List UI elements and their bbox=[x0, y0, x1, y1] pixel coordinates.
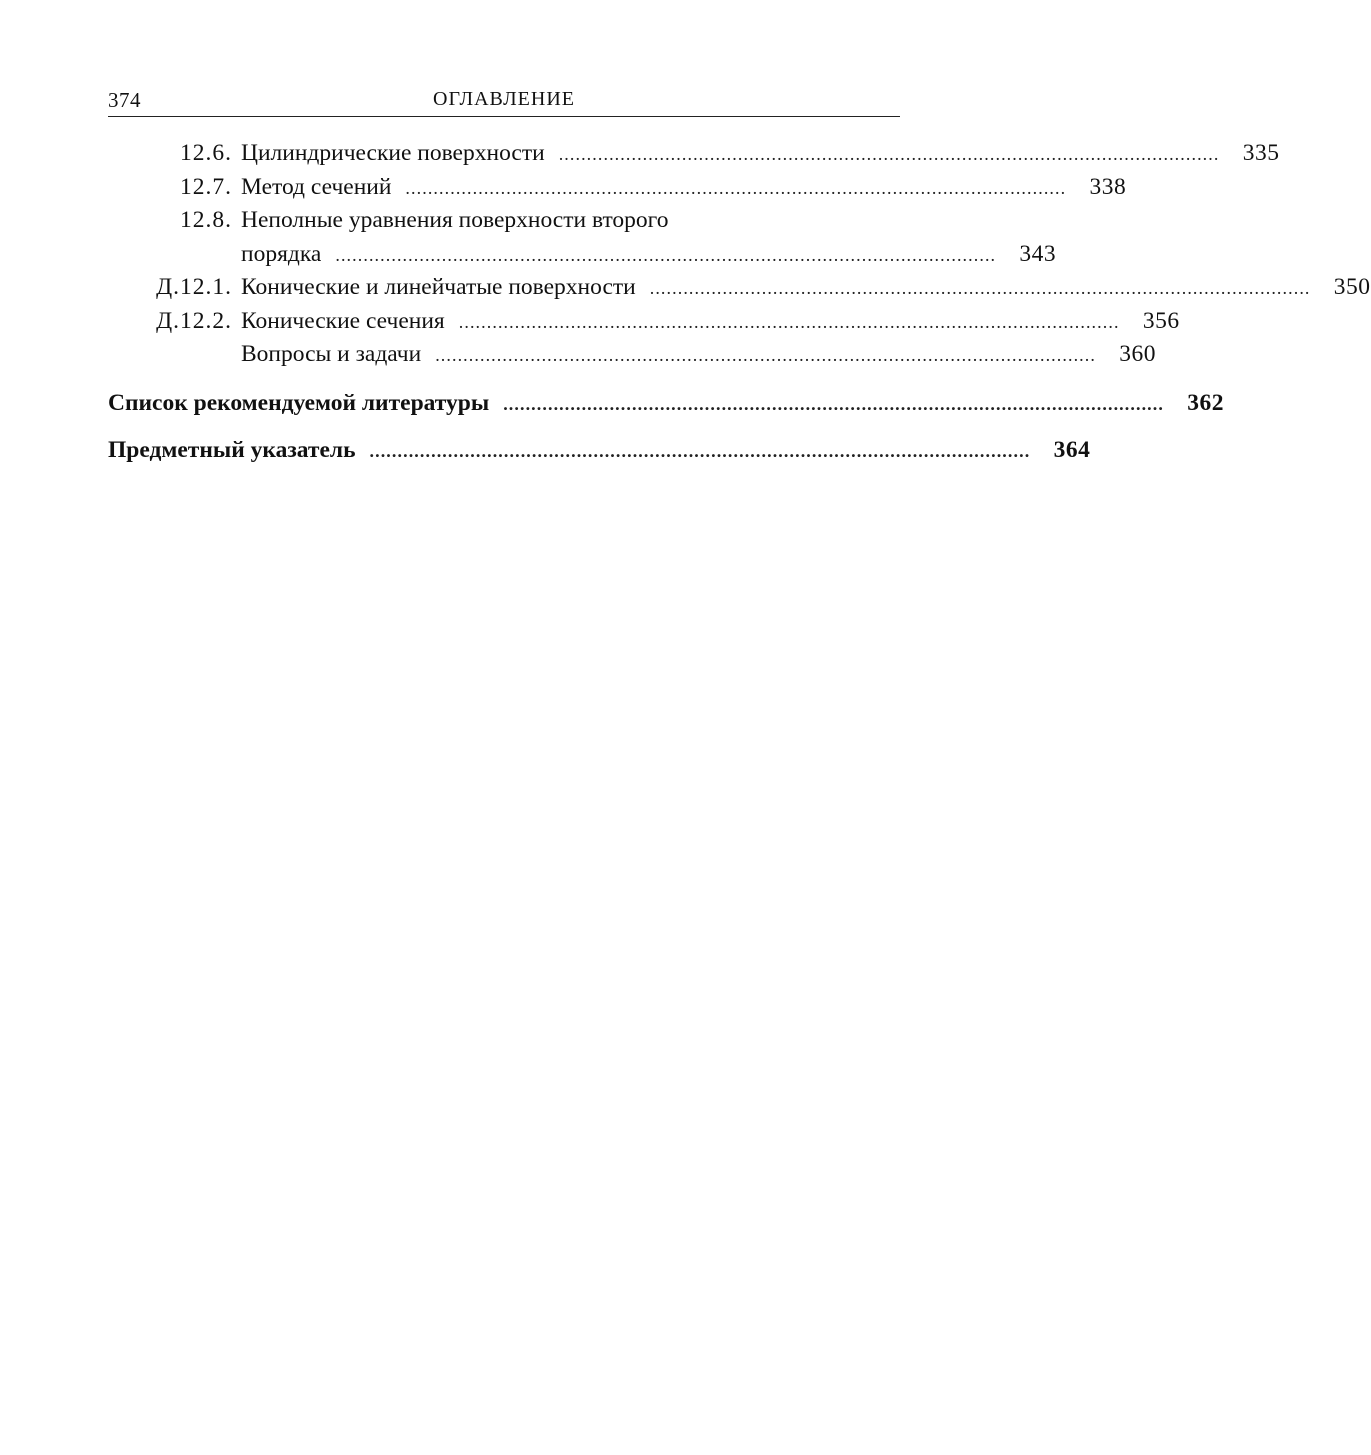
toc-section-title: Список рекомендуемой литературы bbox=[108, 389, 490, 416]
toc-entry-title: Неполные уравнения поверхности второго bbox=[241, 207, 669, 233]
toc-entry-title: Цилиндрические поверхности bbox=[241, 140, 545, 166]
table-of-contents bbox=[108, 140, 1371, 471]
running-title: ОГЛАВЛЕНИЕ bbox=[433, 88, 575, 110]
page-number: 374 bbox=[108, 88, 141, 112]
toc-entry-title: Конические и линейчатые поверхности bbox=[241, 274, 636, 300]
toc-entry-page: 343 bbox=[1019, 240, 1057, 267]
toc-entry-number: Д.12.1. bbox=[156, 274, 232, 300]
toc-leader-dots: ...................................................................................................................... bbox=[369, 441, 1031, 461]
toc-entry-title: Конические сечения bbox=[241, 307, 445, 334]
toc-entry-number: Д.12.2. bbox=[156, 307, 232, 334]
toc-leader-dots: ...................................................................................................................... bbox=[503, 393, 1164, 414]
section-spacer bbox=[108, 375, 898, 390]
section-spacer bbox=[108, 423, 898, 437]
toc-entry-page: 350 bbox=[1333, 274, 1371, 300]
toc-leader-dots: ...................................................................................................................... bbox=[649, 278, 1311, 298]
toc-entry[interactable] bbox=[108, 140, 1280, 174]
toc-entry[interactable] bbox=[108, 341, 1156, 375]
toc-entry-number: 12.8. bbox=[180, 207, 232, 233]
toc-entry-title: Вопросы и задачи bbox=[241, 341, 422, 367]
toc-leader-dots: ...................................................................................................................... bbox=[335, 244, 997, 265]
toc-entry-page: 338 bbox=[1089, 173, 1127, 200]
toc-entry-title-continued: порядка bbox=[241, 240, 322, 267]
toc-leader-dots: ...................................................................................................................... bbox=[558, 144, 1220, 164]
running-header bbox=[108, 84, 900, 118]
toc-section-page: 362 bbox=[1187, 389, 1224, 416]
toc-entry[interactable] bbox=[108, 307, 1180, 342]
toc-entry[interactable] bbox=[108, 173, 1127, 208]
toc-entry-page: 335 bbox=[1242, 140, 1280, 166]
header-rule bbox=[108, 116, 900, 117]
toc-section[interactable] bbox=[108, 437, 1091, 471]
toc-entry-title: Метод сечений bbox=[241, 173, 392, 200]
toc-section[interactable] bbox=[108, 389, 1224, 424]
toc-entry[interactable] bbox=[108, 274, 1371, 308]
toc-entry-continuation[interactable] bbox=[108, 240, 1057, 275]
toc-entry-page: 356 bbox=[1142, 307, 1180, 334]
toc-entry-number: 12.7. bbox=[180, 173, 232, 200]
toc-leader-dots: ...................................................................................................................... bbox=[458, 311, 1120, 332]
toc-leader-dots: ...................................................................................................................... bbox=[405, 177, 1067, 198]
toc-entry-number: 12.6. bbox=[180, 140, 232, 166]
toc-leader-dots: ...................................................................................................................... bbox=[435, 345, 1096, 365]
toc-entry[interactable] bbox=[108, 207, 898, 241]
toc-entry-page: 360 bbox=[1119, 341, 1156, 367]
toc-section-title: Предметный указатель bbox=[108, 437, 356, 463]
toc-section-page: 364 bbox=[1053, 437, 1091, 463]
